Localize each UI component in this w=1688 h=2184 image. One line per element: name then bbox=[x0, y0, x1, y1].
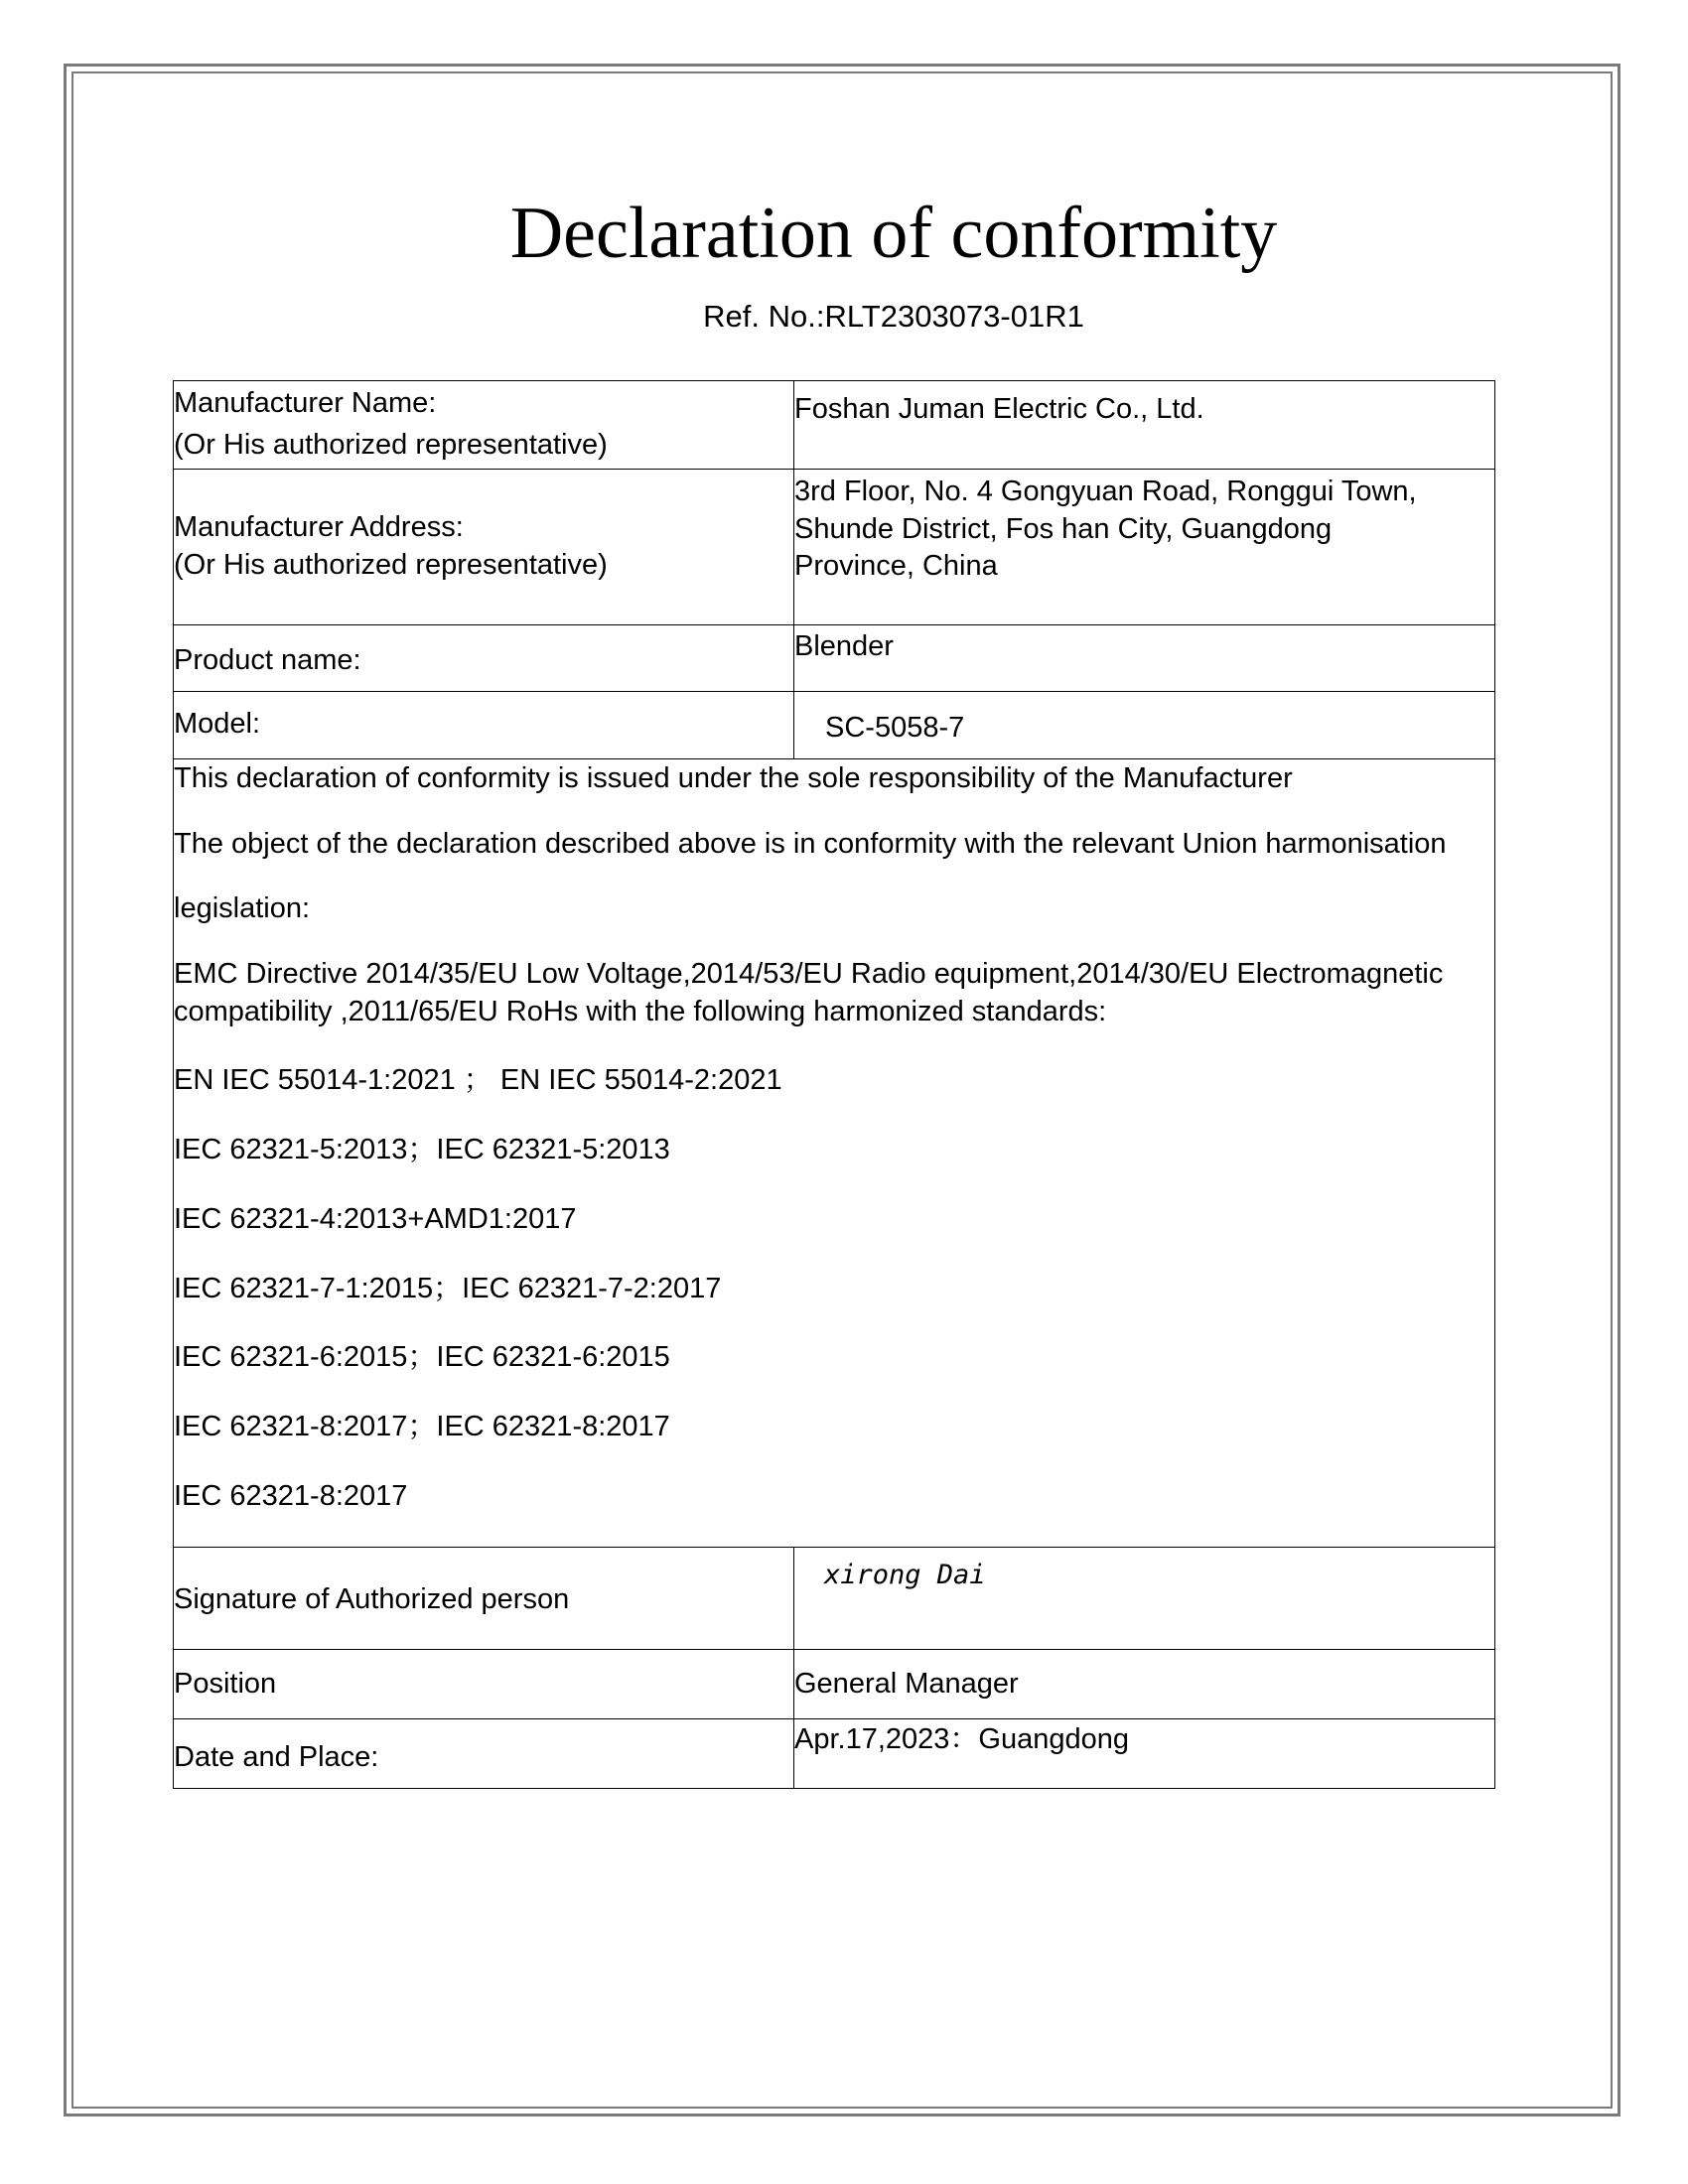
manufacturer-address-label: Manufacturer Address: bbox=[174, 511, 464, 544]
product-name-label: Product name: bbox=[174, 644, 361, 676]
standard-item: IEC 62321-7-1:2015；IEC 62321-7-2:2017 bbox=[174, 1272, 722, 1304]
signature-value-cell bbox=[794, 1548, 1495, 1650]
page-title: Declaration of conformity bbox=[509, 193, 1278, 274]
product-name-value: Blender bbox=[794, 630, 894, 662]
model-label-cell bbox=[174, 692, 794, 759]
manufacturer-name-value-cell bbox=[794, 381, 1495, 470]
standard-item: IEC 62321-8:2017；IEC 62321-8:2017 bbox=[174, 1410, 670, 1442]
manufacturer-address-line-2: Shunde District, Fos han City, Guangdong bbox=[794, 512, 1333, 545]
manufacturer-name-sublabel: (Or His authorized representative) bbox=[174, 428, 608, 461]
table-row-position bbox=[174, 1650, 1495, 1719]
handwritten-signature: xirong Dai bbox=[824, 1560, 986, 1590]
declaration-object-line-2: legislation: bbox=[174, 892, 311, 925]
manufacturer-name-value: Foshan Juman Electric Co., Ltd. bbox=[794, 393, 1204, 425]
table-row-declaration bbox=[174, 759, 1495, 1548]
reference-number: Ref. No.:RLT2303073-01R1 bbox=[703, 299, 1084, 334]
model-value-cell bbox=[794, 692, 1495, 759]
date-place-value-cell bbox=[794, 1719, 1495, 1789]
standard-item: IEC 62321-4:2013+AMD1:2017 bbox=[174, 1202, 577, 1235]
table-row-model bbox=[174, 692, 1495, 759]
manufacturer-address-line-1: 3rd Floor, No. 4 Gongyuan Road, Ronggui Town, bbox=[794, 476, 1417, 507]
table-row-manufacturer-name bbox=[174, 381, 1495, 470]
manufacturer-address-label-cell bbox=[174, 470, 794, 625]
date-place-label: Date and Place: bbox=[174, 1741, 379, 1773]
manufacturer-address-value-cell bbox=[794, 470, 1495, 625]
table-row-signature bbox=[174, 1548, 1495, 1650]
signature-label: Signature of Authorized person bbox=[174, 1583, 570, 1615]
product-name-label-cell bbox=[174, 625, 794, 692]
model-value: SC-5058-7 bbox=[825, 712, 965, 744]
position-label: Position bbox=[174, 1668, 277, 1700]
date-place-value: Apr.17,2023：Guangdong bbox=[794, 1723, 1129, 1755]
standard-item: IEC 62321-8:2017 bbox=[174, 1479, 408, 1512]
model-label: Model: bbox=[174, 708, 261, 740]
declaration-object-line-1: The object of the declaration described above is in conformity with the relevant Union harmonisation bbox=[174, 827, 1447, 860]
declaration-table bbox=[173, 380, 1495, 1789]
date-place-label-cell bbox=[174, 1719, 794, 1789]
directives-line-2: compatibility ,2011/65/EU RoHs with the following harmonized standards: bbox=[174, 995, 1107, 1027]
position-value-cell bbox=[794, 1650, 1495, 1719]
manufacturer-address-sublabel: (Or His authorized representative) bbox=[174, 549, 608, 581]
position-value: General Manager bbox=[794, 1668, 1019, 1700]
declaration-statement: This declaration of conformity is issued under the sole responsibility of the Manufacturer bbox=[174, 762, 1293, 794]
declaration-cell bbox=[174, 759, 1495, 1548]
signature-label-cell bbox=[174, 1548, 794, 1650]
table-row-date-place bbox=[174, 1719, 1495, 1789]
manufacturer-address-line-3: Province, China bbox=[794, 550, 998, 583]
manufacturer-name-label-cell bbox=[174, 381, 794, 470]
directives-line-1: EMC Directive 2014/35/EU Low Voltage,2014/53/EU Radio equipment,2014/30/EU Electromagnetic bbox=[174, 958, 1444, 991]
position-label-cell bbox=[174, 1650, 794, 1719]
standard-item: IEC 62321-5:2013；IEC 62321-5:2013 bbox=[174, 1134, 670, 1166]
table-row-product-name bbox=[174, 625, 1495, 692]
table-row-manufacturer-address bbox=[174, 470, 1495, 625]
standard-item: IEC 62321-6:2015；IEC 62321-6:2015 bbox=[174, 1341, 670, 1374]
product-name-value-cell bbox=[794, 625, 1495, 692]
manufacturer-name-label: Manufacturer Name: bbox=[174, 387, 437, 419]
standard-item: EN IEC 55014-1:2021 ； EN IEC 55014-2:2021 bbox=[174, 1064, 782, 1097]
